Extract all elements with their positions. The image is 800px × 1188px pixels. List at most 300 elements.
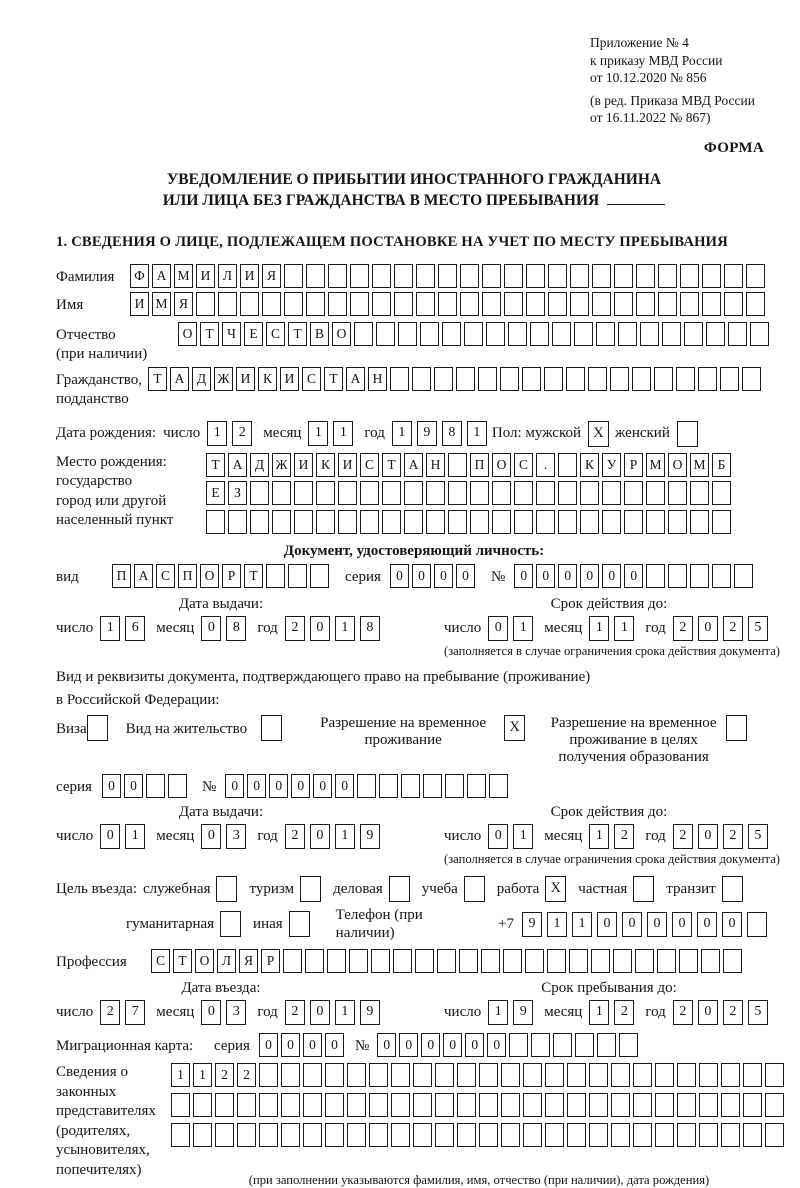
char-cell[interactable]: С [360, 453, 379, 477]
char-cell[interactable]: 2 [723, 1000, 743, 1025]
char-cell[interactable] [281, 1123, 300, 1147]
char-cell[interactable]: Е [244, 322, 263, 346]
char-cell[interactable] [690, 510, 709, 534]
char-cell[interactable] [536, 510, 555, 534]
char-cell[interactable] [611, 1093, 630, 1117]
char-cell[interactable] [479, 1063, 498, 1087]
char-cell[interactable] [347, 1123, 366, 1147]
char-cell[interactable] [680, 292, 699, 316]
char-cell[interactable] [284, 264, 303, 288]
char-cell[interactable] [547, 949, 566, 973]
char-cell[interactable] [379, 774, 398, 798]
char-cell[interactable]: 0 [313, 774, 332, 798]
char-cell[interactable] [677, 1123, 696, 1147]
char-cell[interactable] [437, 949, 456, 973]
char-cell[interactable] [720, 367, 739, 391]
char-cell[interactable] [404, 510, 423, 534]
char-cell[interactable] [690, 481, 709, 505]
char-cell[interactable] [394, 264, 413, 288]
char-cell[interactable] [658, 292, 677, 316]
char-cell[interactable]: 5 [748, 616, 768, 641]
char-cell[interactable] [723, 949, 742, 973]
char-cell[interactable]: И [294, 453, 313, 477]
char-cell[interactable]: 0 [310, 616, 330, 641]
char-cell[interactable] [416, 292, 435, 316]
char-cell[interactable] [523, 1093, 542, 1117]
char-cell[interactable] [668, 481, 687, 505]
char-cell[interactable] [382, 510, 401, 534]
char-cell[interactable]: 0 [201, 1000, 221, 1025]
char-cell[interactable] [614, 264, 633, 288]
char-cell[interactable]: 8 [226, 616, 246, 641]
char-cell[interactable]: 9 [417, 421, 437, 446]
char-cell[interactable]: 1 [335, 616, 355, 641]
char-cell[interactable] [240, 292, 259, 316]
char-cell[interactable] [548, 292, 567, 316]
char-cell[interactable] [470, 510, 489, 534]
char-cell[interactable] [658, 264, 677, 288]
char-cell[interactable] [371, 949, 390, 973]
char-cell[interactable] [415, 949, 434, 973]
char-cell[interactable] [382, 481, 401, 505]
char-cell[interactable] [448, 481, 467, 505]
char-cell[interactable]: 5 [748, 824, 768, 849]
char-cell[interactable] [570, 292, 589, 316]
char-cell[interactable] [426, 510, 445, 534]
char-cell[interactable] [728, 322, 747, 346]
char-cell[interactable]: 2 [723, 824, 743, 849]
char-cell[interactable] [580, 481, 599, 505]
char-cell[interactable]: И [130, 292, 149, 316]
char-cell[interactable]: П [470, 453, 489, 477]
char-cell[interactable] [489, 774, 508, 798]
char-cell[interactable] [668, 510, 687, 534]
residence-permit-checkbox[interactable] [261, 715, 282, 741]
char-cell[interactable] [259, 1063, 278, 1087]
char-cell[interactable] [435, 1093, 454, 1117]
char-cell[interactable] [413, 1093, 432, 1117]
purpose-private-checkbox[interactable] [633, 876, 654, 902]
char-cell[interactable] [721, 1123, 740, 1147]
char-cell[interactable]: 0 [377, 1033, 396, 1057]
char-cell[interactable] [702, 292, 721, 316]
char-cell[interactable]: 0 [698, 616, 718, 641]
char-cell[interactable] [602, 481, 621, 505]
char-cell[interactable] [306, 292, 325, 316]
char-cell[interactable] [508, 322, 527, 346]
char-cell[interactable] [435, 1063, 454, 1087]
char-cell[interactable] [699, 1123, 718, 1147]
char-cell[interactable]: 2 [614, 824, 634, 849]
char-cell[interactable]: Д [192, 367, 211, 391]
char-cell[interactable] [338, 510, 357, 534]
char-cell[interactable] [316, 481, 335, 505]
char-cell[interactable]: О [668, 453, 687, 477]
purpose-official-checkbox[interactable] [216, 876, 237, 902]
char-cell[interactable] [592, 264, 611, 288]
char-cell[interactable] [724, 264, 743, 288]
char-cell[interactable]: М [174, 264, 193, 288]
char-cell[interactable] [580, 510, 599, 534]
char-cell[interactable] [701, 949, 720, 973]
char-cell[interactable]: 0 [536, 564, 555, 588]
char-cell[interactable] [266, 564, 285, 588]
char-cell[interactable] [646, 510, 665, 534]
char-cell[interactable] [456, 367, 475, 391]
char-cell[interactable] [734, 564, 753, 588]
char-cell[interactable] [457, 1093, 476, 1117]
char-cell[interactable]: О [195, 949, 214, 973]
char-cell[interactable] [591, 949, 610, 973]
char-cell[interactable]: 1 [335, 824, 355, 849]
char-cell[interactable] [486, 322, 505, 346]
char-cell[interactable]: 0 [602, 564, 621, 588]
char-cell[interactable] [746, 264, 765, 288]
char-cell[interactable] [567, 1093, 586, 1117]
char-cell[interactable] [523, 1123, 542, 1147]
char-cell[interactable]: 0 [399, 1033, 418, 1057]
char-cell[interactable]: 0 [102, 774, 121, 798]
char-cell[interactable] [633, 1093, 652, 1117]
char-cell[interactable] [193, 1093, 212, 1117]
char-cell[interactable] [460, 264, 479, 288]
char-cell[interactable] [171, 1123, 190, 1147]
char-cell[interactable]: 0 [456, 564, 475, 588]
char-cell[interactable]: Т [148, 367, 167, 391]
char-cell[interactable] [570, 264, 589, 288]
char-cell[interactable] [228, 510, 247, 534]
char-cell[interactable] [614, 292, 633, 316]
char-cell[interactable]: 1 [488, 1000, 508, 1025]
char-cell[interactable]: Н [426, 453, 445, 477]
char-cell[interactable] [325, 1123, 344, 1147]
char-cell[interactable]: 0 [622, 912, 642, 937]
char-cell[interactable] [459, 949, 478, 973]
char-cell[interactable] [237, 1123, 256, 1147]
char-cell[interactable] [677, 1093, 696, 1117]
char-cell[interactable]: У [602, 453, 621, 477]
char-cell[interactable] [426, 481, 445, 505]
char-cell[interactable] [325, 1063, 344, 1087]
char-cell[interactable] [438, 264, 457, 288]
char-cell[interactable]: 0 [281, 1033, 300, 1057]
char-cell[interactable] [530, 322, 549, 346]
char-cell[interactable]: В [310, 322, 329, 346]
char-cell[interactable] [501, 1123, 520, 1147]
char-cell[interactable] [690, 564, 709, 588]
char-cell[interactable] [464, 322, 483, 346]
char-cell[interactable]: 0 [434, 564, 453, 588]
char-cell[interactable] [501, 1063, 520, 1087]
char-cell[interactable]: О [178, 322, 197, 346]
char-cell[interactable] [482, 264, 501, 288]
char-cell[interactable] [416, 264, 435, 288]
char-cell[interactable]: Т [244, 564, 263, 588]
char-cell[interactable] [420, 322, 439, 346]
char-cell[interactable] [640, 322, 659, 346]
char-cell[interactable] [288, 564, 307, 588]
char-cell[interactable]: Ф [130, 264, 149, 288]
char-cell[interactable]: И [338, 453, 357, 477]
char-cell[interactable]: 1 [614, 616, 634, 641]
char-cell[interactable]: 1 [125, 824, 145, 849]
char-cell[interactable] [611, 1123, 630, 1147]
char-cell[interactable] [281, 1063, 300, 1087]
char-cell[interactable] [558, 481, 577, 505]
char-cell[interactable]: 2 [673, 616, 693, 641]
char-cell[interactable] [393, 949, 412, 973]
char-cell[interactable]: И [280, 367, 299, 391]
char-cell[interactable]: О [492, 453, 511, 477]
char-cell[interactable] [503, 949, 522, 973]
char-cell[interactable] [514, 510, 533, 534]
char-cell[interactable]: 2 [215, 1063, 234, 1087]
char-cell[interactable] [504, 292, 523, 316]
char-cell[interactable] [743, 1063, 762, 1087]
char-cell[interactable] [259, 1093, 278, 1117]
char-cell[interactable]: С [302, 367, 321, 391]
char-cell[interactable] [632, 367, 651, 391]
purpose-business-checkbox[interactable] [389, 876, 410, 902]
char-cell[interactable] [545, 1123, 564, 1147]
rvp-education-checkbox[interactable] [726, 715, 747, 741]
purpose-work-checkbox[interactable]: X [545, 876, 566, 902]
char-cell[interactable]: 1 [589, 616, 609, 641]
char-cell[interactable] [589, 1063, 608, 1087]
char-cell[interactable] [479, 1093, 498, 1117]
char-cell[interactable] [566, 367, 585, 391]
char-cell[interactable]: 0 [697, 912, 717, 937]
char-cell[interactable] [522, 367, 541, 391]
char-cell[interactable]: А [404, 453, 423, 477]
char-cell[interactable] [146, 774, 165, 798]
char-cell[interactable]: 2 [100, 1000, 120, 1025]
char-cell[interactable]: 3 [226, 824, 246, 849]
char-cell[interactable]: 0 [514, 564, 533, 588]
char-cell[interactable]: 0 [672, 912, 692, 937]
char-cell[interactable] [706, 322, 725, 346]
char-cell[interactable]: С [156, 564, 175, 588]
char-cell[interactable] [259, 1123, 278, 1147]
char-cell[interactable] [457, 1063, 476, 1087]
char-cell[interactable] [525, 949, 544, 973]
char-cell[interactable]: 0 [597, 912, 617, 937]
char-cell[interactable] [171, 1093, 190, 1117]
char-cell[interactable]: 0 [225, 774, 244, 798]
char-cell[interactable] [303, 1093, 322, 1117]
char-cell[interactable] [206, 510, 225, 534]
char-cell[interactable] [237, 1093, 256, 1117]
char-cell[interactable]: Т [324, 367, 343, 391]
char-cell[interactable]: 0 [325, 1033, 344, 1057]
char-cell[interactable] [168, 774, 187, 798]
char-cell[interactable]: 2 [673, 824, 693, 849]
char-cell[interactable] [504, 264, 523, 288]
char-cell[interactable] [350, 264, 369, 288]
char-cell[interactable] [404, 481, 423, 505]
purpose-study-checkbox[interactable] [464, 876, 485, 902]
char-cell[interactable] [509, 1033, 528, 1057]
char-cell[interactable]: 5 [748, 1000, 768, 1025]
char-cell[interactable] [618, 322, 637, 346]
char-cell[interactable]: К [580, 453, 599, 477]
char-cell[interactable]: 1 [392, 421, 412, 446]
char-cell[interactable]: А [346, 367, 365, 391]
visa-checkbox[interactable] [87, 715, 108, 741]
char-cell[interactable] [347, 1063, 366, 1087]
char-cell[interactable]: 0 [443, 1033, 462, 1057]
char-cell[interactable] [724, 292, 743, 316]
char-cell[interactable]: 1 [207, 421, 227, 446]
char-cell[interactable] [536, 481, 555, 505]
char-cell[interactable]: 0 [421, 1033, 440, 1057]
char-cell[interactable]: Ж [272, 453, 291, 477]
char-cell[interactable] [442, 322, 461, 346]
char-cell[interactable] [680, 264, 699, 288]
char-cell[interactable] [545, 1063, 564, 1087]
char-cell[interactable] [445, 774, 464, 798]
char-cell[interactable] [633, 1123, 652, 1147]
char-cell[interactable]: Т [382, 453, 401, 477]
char-cell[interactable]: Т [200, 322, 219, 346]
purpose-tourism-checkbox[interactable] [300, 876, 321, 902]
char-cell[interactable] [272, 481, 291, 505]
char-cell[interactable]: Я [174, 292, 193, 316]
char-cell[interactable]: 1 [513, 616, 533, 641]
char-cell[interactable]: 0 [201, 824, 221, 849]
char-cell[interactable] [401, 774, 420, 798]
char-cell[interactable] [611, 1063, 630, 1087]
char-cell[interactable] [624, 481, 643, 505]
char-cell[interactable]: К [258, 367, 277, 391]
char-cell[interactable] [655, 1063, 674, 1087]
char-cell[interactable]: 9 [513, 1000, 533, 1025]
char-cell[interactable] [272, 510, 291, 534]
char-cell[interactable] [215, 1093, 234, 1117]
char-cell[interactable]: 0 [722, 912, 742, 937]
char-cell[interactable] [702, 264, 721, 288]
char-cell[interactable]: Ч [222, 322, 241, 346]
char-cell[interactable] [376, 322, 395, 346]
char-cell[interactable] [698, 367, 717, 391]
char-cell[interactable] [350, 292, 369, 316]
char-cell[interactable] [624, 510, 643, 534]
char-cell[interactable]: 0 [390, 564, 409, 588]
char-cell[interactable] [391, 1063, 410, 1087]
char-cell[interactable] [655, 1123, 674, 1147]
char-cell[interactable]: 2 [285, 824, 305, 849]
char-cell[interactable]: С [266, 322, 285, 346]
char-cell[interactable]: 0 [100, 824, 120, 849]
char-cell[interactable]: Н [368, 367, 387, 391]
char-cell[interactable] [448, 510, 467, 534]
char-cell[interactable]: 0 [201, 616, 221, 641]
char-cell[interactable] [610, 367, 629, 391]
char-cell[interactable]: 0 [310, 1000, 330, 1025]
char-cell[interactable] [699, 1093, 718, 1117]
char-cell[interactable]: Р [222, 564, 241, 588]
char-cell[interactable] [481, 949, 500, 973]
char-cell[interactable]: 0 [558, 564, 577, 588]
char-cell[interactable] [602, 510, 621, 534]
char-cell[interactable]: С [151, 949, 170, 973]
char-cell[interactable]: 9 [360, 1000, 380, 1025]
char-cell[interactable] [636, 264, 655, 288]
char-cell[interactable]: Л [218, 264, 237, 288]
char-cell[interactable]: 1 [335, 1000, 355, 1025]
char-cell[interactable]: Я [262, 264, 281, 288]
char-cell[interactable]: 3 [226, 1000, 246, 1025]
char-cell[interactable] [193, 1123, 212, 1147]
char-cell[interactable] [558, 453, 577, 477]
char-cell[interactable] [526, 264, 545, 288]
char-cell[interactable] [327, 949, 346, 973]
char-cell[interactable] [597, 1033, 616, 1057]
char-cell[interactable]: 0 [269, 774, 288, 798]
char-cell[interactable]: 1 [193, 1063, 212, 1087]
char-cell[interactable] [435, 1123, 454, 1147]
char-cell[interactable]: И [240, 264, 259, 288]
char-cell[interactable] [394, 292, 413, 316]
rvp-checkbox[interactable]: X [504, 715, 525, 741]
char-cell[interactable]: 7 [125, 1000, 145, 1025]
char-cell[interactable] [328, 292, 347, 316]
char-cell[interactable] [567, 1123, 586, 1147]
char-cell[interactable]: 1 [589, 824, 609, 849]
char-cell[interactable]: 1 [308, 421, 328, 446]
char-cell[interactable] [589, 1093, 608, 1117]
char-cell[interactable] [325, 1093, 344, 1117]
purpose-other-checkbox[interactable] [289, 911, 310, 937]
char-cell[interactable] [699, 1063, 718, 1087]
char-cell[interactable] [262, 292, 281, 316]
char-cell[interactable]: 6 [125, 616, 145, 641]
char-cell[interactable]: 2 [614, 1000, 634, 1025]
char-cell[interactable] [372, 292, 391, 316]
gender-male-checkbox[interactable]: X [588, 421, 609, 447]
char-cell[interactable]: 2 [232, 421, 252, 446]
char-cell[interactable]: М [152, 292, 171, 316]
char-cell[interactable]: 0 [247, 774, 266, 798]
char-cell[interactable] [523, 1063, 542, 1087]
char-cell[interactable]: Ж [214, 367, 233, 391]
char-cell[interactable] [369, 1093, 388, 1117]
char-cell[interactable] [457, 1123, 476, 1147]
char-cell[interactable]: 2 [237, 1063, 256, 1087]
char-cell[interactable]: П [178, 564, 197, 588]
char-cell[interactable]: Р [261, 949, 280, 973]
char-cell[interactable]: 0 [124, 774, 143, 798]
char-cell[interactable] [328, 264, 347, 288]
char-cell[interactable]: 0 [465, 1033, 484, 1057]
char-cell[interactable] [569, 949, 588, 973]
char-cell[interactable]: 1 [171, 1063, 190, 1087]
char-cell[interactable] [589, 1123, 608, 1147]
char-cell[interactable]: 2 [673, 1000, 693, 1025]
char-cell[interactable] [215, 1123, 234, 1147]
char-cell[interactable] [545, 1093, 564, 1117]
char-cell[interactable]: 1 [572, 912, 592, 937]
char-cell[interactable] [677, 1063, 696, 1087]
purpose-transit-checkbox[interactable] [722, 876, 743, 902]
char-cell[interactable] [765, 1063, 784, 1087]
char-cell[interactable] [467, 774, 486, 798]
char-cell[interactable] [552, 322, 571, 346]
char-cell[interactable] [553, 1033, 572, 1057]
char-cell[interactable]: 0 [698, 1000, 718, 1025]
char-cell[interactable]: 1 [467, 421, 487, 446]
char-cell[interactable]: Р [624, 453, 643, 477]
